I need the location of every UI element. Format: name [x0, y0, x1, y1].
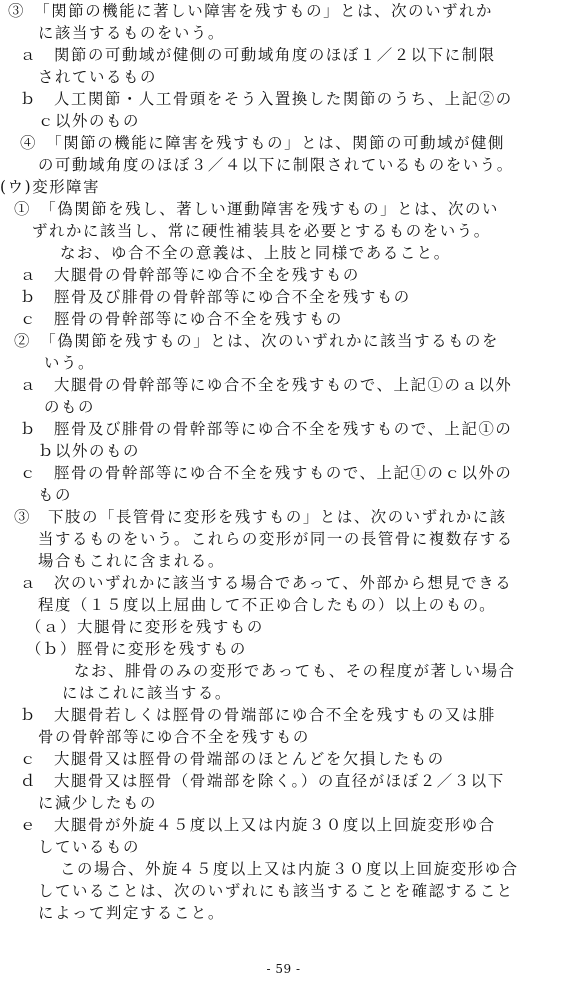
- text-line: （ｂ）脛骨に変形を残すもの: [26, 640, 247, 658]
- text-line: ｃ 脛骨の骨幹部等にゆ合不全を残すもの: [20, 310, 343, 328]
- text-line: に減少したもの: [38, 794, 157, 812]
- text-line: ｂ 脛骨及び腓骨の骨幹部等にゆ合不全を残すもの: [20, 288, 411, 306]
- text-line: ｄ 大腿骨又は脛骨（骨端部を除く。）の直径がほぼ２／３以下: [20, 772, 505, 790]
- text-line: ａ 大腿骨の骨幹部等にゆ合不全を残すもので、上記①のａ以外: [20, 376, 513, 394]
- text-line: 当するものをいう。これらの変形が同一の長管骨に複数存する: [38, 530, 514, 548]
- text-line: ｃ 大腿骨又は脛骨の骨端部のほとんどを欠損したもの: [20, 750, 445, 768]
- text-line: もの: [38, 486, 72, 504]
- text-line: ａ 次のいずれかに該当する場合であって、外部から想見できる: [20, 574, 513, 592]
- text-line: ① 「偽関節を残し、著しい運動障害を残すもの」とは、次のい: [14, 200, 500, 218]
- text-line: なお、腓骨のみの変形であっても、その程度が著しい場合: [74, 662, 516, 680]
- text-line: いう。: [44, 354, 95, 372]
- text-line: ｃ 脛骨の骨幹部等にゆ合不全を残すもので、上記①のｃ以外の: [20, 464, 513, 482]
- text-line: ｃ以外のもの: [38, 112, 140, 130]
- text-line: ③ 「関節の機能に著しい障害を残すもの」とは、次のいずれか: [8, 2, 494, 20]
- text-line: ③ 下肢の「長管骨に変形を残すもの」とは、次のいずれかに該: [14, 508, 507, 526]
- text-line: ② 「偽関節を残すもの」とは、次のいずれかに該当するものを: [14, 332, 500, 350]
- text-line: なお、ゆ合不全の意義は、上肢と同様であること。: [60, 244, 451, 262]
- text-line: されているもの: [38, 68, 157, 86]
- section-heading: (ウ)変形障害: [0, 178, 101, 196]
- text-line: この場合、外旋４５度以上又は内旋３０度以上回旋変形ゆ合: [60, 860, 519, 878]
- text-line: ④ 「関節の機能に障害を残すもの」とは、関節の可動域が健側: [20, 134, 506, 152]
- text-line: していることは、次のいずれにも該当することを確認すること: [38, 882, 514, 900]
- text-line: ｂ 人工関節・人工骨頭をそう入置換した関節のうち、上記②の: [20, 90, 513, 108]
- text-line: にはこれに該当する。: [62, 684, 232, 702]
- text-line: 骨の骨幹部等にゆ合不全を残すもの: [38, 728, 310, 746]
- text-line: のもの: [44, 398, 95, 416]
- page-number: - 59 -: [266, 962, 301, 976]
- text-line: によって判定すること。: [38, 904, 225, 922]
- text-line: ｂ 大腿骨若しくは脛骨の骨端部にゆ合不全を残すもの又は腓: [20, 706, 496, 724]
- text-line: ｅ 大腿骨が外旋４５度以上又は内旋３０度以上回旋変形ゆ合: [20, 816, 496, 834]
- text-line: ａ 関節の可動域が健側の可動域角度のほぼ１／２以下に制限: [20, 46, 496, 64]
- text-line: （ａ）大腿骨に変形を残すもの: [26, 618, 264, 636]
- text-line: 程度（１５度以上屈曲して不正ゆ合したもの）以上のもの。: [38, 596, 497, 614]
- text-line: ずれかに該当し、常に硬性補装具を必要とするものをいう。: [32, 222, 491, 240]
- text-line: ａ 大腿骨の骨幹部等にゆ合不全を残すもの: [20, 266, 360, 284]
- text-line: 場合もこれに含まれる。: [38, 552, 225, 570]
- text-line: ｂ 脛骨及び腓骨の骨幹部等にゆ合不全を残すもので、上記①の: [20, 420, 513, 438]
- text-line: の可動域角度のほぼ３／４以下に制限されているものをいう。: [38, 156, 514, 174]
- text-line: しているもの: [38, 838, 140, 856]
- text-line: ｂ以外のもの: [38, 442, 140, 460]
- text-line: に該当するものをいう。: [38, 24, 225, 42]
